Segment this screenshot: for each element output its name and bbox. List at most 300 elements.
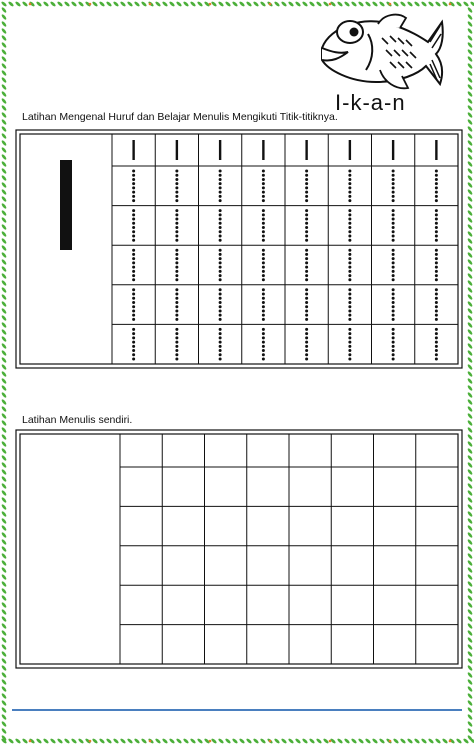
trace-dot	[392, 182, 395, 185]
trace-dot	[219, 274, 222, 277]
trace-dot	[219, 293, 222, 296]
trace-dot	[219, 222, 222, 225]
trace-dot	[262, 314, 265, 317]
trace-dot	[435, 353, 438, 356]
trace-dot	[348, 301, 351, 304]
trace-dot	[175, 309, 178, 312]
trace-dot	[435, 213, 438, 216]
trace-dot	[435, 345, 438, 348]
trace-dot	[305, 249, 308, 252]
trace-dot	[435, 257, 438, 260]
trace-dot	[305, 199, 308, 202]
trace-dot	[175, 266, 178, 269]
trace-dot	[305, 318, 308, 321]
trace-dot	[262, 297, 265, 300]
trace-dot	[348, 266, 351, 269]
trace-dot	[305, 349, 308, 352]
trace-dot	[219, 341, 222, 344]
trace-dot	[305, 278, 308, 281]
trace-dot	[392, 218, 395, 221]
trace-dot	[392, 174, 395, 177]
trace-dot	[392, 293, 395, 296]
trace-dot	[132, 301, 135, 304]
trace-dot	[435, 199, 438, 202]
trace-dot	[132, 230, 135, 233]
free-grid-outer	[16, 430, 462, 668]
trace-dot	[305, 174, 308, 177]
trace-dot	[262, 336, 265, 339]
trace-dot	[219, 318, 222, 321]
trace-dot	[219, 249, 222, 252]
trace-dot	[175, 332, 178, 335]
trace-dot	[175, 174, 178, 177]
trace-dot	[175, 336, 178, 339]
trace-dot	[392, 253, 395, 256]
trace-dot	[348, 353, 351, 356]
model-stroke	[132, 140, 134, 160]
trace-dot	[175, 234, 178, 237]
trace-dot	[132, 336, 135, 339]
trace-dot	[219, 230, 222, 233]
free-grid-inner	[20, 434, 458, 664]
trace-dot	[348, 182, 351, 185]
trace-dot	[219, 301, 222, 304]
trace-dot	[132, 239, 135, 242]
trace-dot	[132, 332, 135, 335]
trace-dot	[392, 222, 395, 225]
trace-dot	[132, 170, 135, 173]
trace-dot	[219, 266, 222, 269]
trace-dot	[175, 345, 178, 348]
trace-dot	[132, 195, 135, 198]
trace-dot	[219, 309, 222, 312]
free-writing-instruction: Latihan Menulis sendiri.	[22, 414, 133, 426]
trace-dot	[262, 186, 265, 189]
trace-dot	[305, 270, 308, 273]
trace-dot	[392, 345, 395, 348]
trace-dot	[305, 253, 308, 256]
trace-dot	[262, 182, 265, 185]
trace-dot	[219, 314, 222, 317]
trace-dot	[262, 266, 265, 269]
bottom-rule	[12, 709, 462, 711]
trace-dot	[132, 358, 135, 361]
trace-dot	[262, 213, 265, 216]
trace-dot	[348, 199, 351, 202]
trace-dot	[132, 274, 135, 277]
trace-dot	[392, 266, 395, 269]
trace-dot	[435, 328, 438, 331]
trace-dot	[435, 314, 438, 317]
trace-dot	[132, 309, 135, 312]
trace-dot	[175, 358, 178, 361]
trace-dot	[132, 186, 135, 189]
trace-dot	[435, 270, 438, 273]
trace-dot	[262, 358, 265, 361]
trace-dot	[435, 332, 438, 335]
trace-dot	[305, 191, 308, 194]
trace-dot	[435, 266, 438, 269]
model-stroke	[176, 140, 178, 160]
trace-dot	[348, 261, 351, 264]
trace-dot	[435, 261, 438, 264]
trace-dot	[175, 305, 178, 308]
trace-dot	[435, 249, 438, 252]
trace-dot	[305, 186, 308, 189]
trace-dot	[348, 341, 351, 344]
trace-dot	[262, 218, 265, 221]
trace-dot	[305, 178, 308, 181]
trace-dot	[175, 270, 178, 273]
trace-dot	[348, 274, 351, 277]
trace-dot	[305, 358, 308, 361]
trace-dot	[175, 288, 178, 291]
trace-dot	[435, 186, 438, 189]
trace-dot	[392, 191, 395, 194]
trace-dot	[132, 213, 135, 216]
trace-dot	[348, 305, 351, 308]
trace-dot	[392, 257, 395, 260]
trace-dot	[348, 349, 351, 352]
trace-dot	[262, 191, 265, 194]
trace-dot	[435, 336, 438, 339]
trace-dot	[175, 191, 178, 194]
trace-dot	[262, 195, 265, 198]
trace-dot	[392, 170, 395, 173]
trace-dot	[392, 314, 395, 317]
trace-dot	[219, 297, 222, 300]
trace-dot	[305, 274, 308, 277]
trace-dot	[132, 297, 135, 300]
trace-dot	[132, 178, 135, 181]
trace-dot	[348, 314, 351, 317]
trace-dot	[132, 199, 135, 202]
trace-dot	[132, 318, 135, 321]
trace-dot	[392, 358, 395, 361]
trace-dot	[435, 226, 438, 229]
trace-dot	[348, 186, 351, 189]
trace-dot	[175, 186, 178, 189]
trace-dot	[262, 209, 265, 212]
trace-dot	[392, 301, 395, 304]
word-label: I-k-a-n	[335, 90, 406, 115]
trace-dot	[305, 293, 308, 296]
trace-dot	[435, 293, 438, 296]
trace-dot	[262, 301, 265, 304]
trace-dot	[175, 195, 178, 198]
trace-dot	[219, 358, 222, 361]
trace-dot	[262, 353, 265, 356]
trace-dot	[262, 332, 265, 335]
trace-dot	[262, 328, 265, 331]
trace-dot	[392, 178, 395, 181]
trace-dot	[305, 297, 308, 300]
trace-dot	[219, 178, 222, 181]
trace-dot	[348, 278, 351, 281]
trace-dot	[262, 230, 265, 233]
trace-dot	[175, 349, 178, 352]
trace-dot	[219, 186, 222, 189]
trace-dot	[348, 297, 351, 300]
trace-dot	[348, 293, 351, 296]
trace-dot	[132, 234, 135, 237]
trace-dot	[262, 174, 265, 177]
trace-dot	[132, 191, 135, 194]
trace-dot	[392, 297, 395, 300]
trace-dot	[392, 274, 395, 277]
trace-dot	[435, 191, 438, 194]
trace-dot	[219, 270, 222, 273]
trace-dot	[175, 257, 178, 260]
trace-dot	[305, 305, 308, 308]
trace-dot	[348, 332, 351, 335]
trace-dot	[305, 336, 308, 339]
trace-dot	[305, 261, 308, 264]
trace-dot	[392, 209, 395, 212]
trace-dot	[305, 222, 308, 225]
trace-dot	[262, 249, 265, 252]
trace-dot	[305, 288, 308, 291]
trace-dot	[175, 253, 178, 256]
trace-dot	[435, 278, 438, 281]
trace-dot	[348, 174, 351, 177]
trace-dot	[262, 270, 265, 273]
trace-dot	[435, 341, 438, 344]
trace-dot	[132, 341, 135, 344]
trace-dot	[219, 199, 222, 202]
trace-dot	[435, 239, 438, 242]
model-stroke	[262, 140, 264, 160]
trace-dot	[175, 249, 178, 252]
trace-dot	[219, 305, 222, 308]
trace-dot	[219, 353, 222, 356]
trace-dot	[392, 288, 395, 291]
trace-dot	[305, 328, 308, 331]
trace-dot	[175, 239, 178, 242]
trace-dot	[348, 328, 351, 331]
trace-dot	[435, 274, 438, 277]
trace-dot	[435, 230, 438, 233]
trace-dot	[175, 209, 178, 212]
trace-dot	[305, 170, 308, 173]
trace-dot	[392, 226, 395, 229]
trace-dot	[132, 345, 135, 348]
trace-dot	[132, 174, 135, 177]
trace-dot	[175, 213, 178, 216]
trace-dot	[175, 278, 178, 281]
model-stroke	[219, 140, 221, 160]
trace-dot	[392, 261, 395, 264]
trace-dot	[305, 213, 308, 216]
trace-dot	[305, 182, 308, 185]
trace-dot	[435, 288, 438, 291]
trace-dot	[348, 309, 351, 312]
trace-dot	[219, 288, 222, 291]
trace-dot	[262, 278, 265, 281]
trace-dot	[132, 288, 135, 291]
trace-dot	[392, 305, 395, 308]
trace-dot	[392, 249, 395, 252]
trace-dot	[175, 178, 178, 181]
trace-dot	[132, 266, 135, 269]
trace-dot	[175, 226, 178, 229]
trace-dot	[175, 341, 178, 344]
trace-dot	[435, 178, 438, 181]
trace-dot	[435, 170, 438, 173]
trace-dot	[175, 314, 178, 317]
trace-dot	[175, 293, 178, 296]
trace-dot	[219, 209, 222, 212]
trace-dot	[219, 213, 222, 216]
trace-dot	[305, 230, 308, 233]
trace-dot	[435, 305, 438, 308]
trace-dot	[305, 345, 308, 348]
trace-dot	[219, 336, 222, 339]
trace-dot	[392, 186, 395, 189]
trace-dot	[305, 226, 308, 229]
trace-dot	[348, 213, 351, 216]
trace-dot	[132, 328, 135, 331]
trace-dot	[262, 253, 265, 256]
trace-dot	[132, 305, 135, 308]
trace-dot	[219, 257, 222, 260]
trace-dot	[435, 301, 438, 304]
trace-dot	[262, 305, 265, 308]
trace-dot	[435, 182, 438, 185]
trace-dot	[392, 270, 395, 273]
trace-dot	[348, 239, 351, 242]
trace-dot	[219, 234, 222, 237]
trace-dot	[262, 199, 265, 202]
trace-dot	[392, 318, 395, 321]
trace-dot	[392, 349, 395, 352]
trace-dot	[219, 195, 222, 198]
trace-dot	[175, 182, 178, 185]
trace-dot	[132, 353, 135, 356]
trace-dot	[435, 358, 438, 361]
trace-dot	[262, 274, 265, 277]
trace-dot	[132, 314, 135, 317]
trace-dot	[262, 257, 265, 260]
trace-dot	[392, 341, 395, 344]
model-stroke	[392, 140, 394, 160]
model-letter-i	[60, 160, 72, 250]
trace-dot	[305, 314, 308, 317]
trace-dot	[392, 239, 395, 242]
trace-dot	[262, 349, 265, 352]
trace-dot	[435, 253, 438, 256]
trace-dot	[305, 209, 308, 212]
trace-dot	[392, 332, 395, 335]
trace-dot	[392, 234, 395, 237]
trace-dot	[348, 249, 351, 252]
trace-dot	[348, 288, 351, 291]
trace-dot	[348, 345, 351, 348]
tracing-instruction: Latihan Mengenal Huruf dan Belajar Menulis Mengikuti Titik-titiknya.	[22, 111, 338, 123]
trace-dot	[262, 341, 265, 344]
trace-dot	[262, 222, 265, 225]
trace-dot	[305, 218, 308, 221]
trace-dot	[435, 234, 438, 237]
trace-dot	[262, 288, 265, 291]
trace-dot	[305, 266, 308, 269]
trace-dot	[262, 261, 265, 264]
trace-dot	[262, 293, 265, 296]
trace-dot	[348, 209, 351, 212]
trace-dot	[132, 222, 135, 225]
trace-dot	[219, 349, 222, 352]
trace-dot	[392, 353, 395, 356]
trace-dot	[132, 226, 135, 229]
trace-dot	[262, 309, 265, 312]
trace-dot	[348, 234, 351, 237]
trace-dot	[262, 239, 265, 242]
trace-dot	[175, 230, 178, 233]
trace-dot	[305, 353, 308, 356]
trace-dot	[348, 170, 351, 173]
trace-dot	[175, 218, 178, 221]
trace-dot	[219, 182, 222, 185]
trace-dot	[348, 218, 351, 221]
trace-dot	[305, 195, 308, 198]
trace-dot	[132, 293, 135, 296]
trace-dot	[435, 209, 438, 212]
trace-dot	[132, 209, 135, 212]
model-stroke	[435, 140, 437, 160]
trace-dot	[348, 336, 351, 339]
trace-dot	[348, 178, 351, 181]
trace-dot	[392, 278, 395, 281]
trace-dot	[132, 261, 135, 264]
trace-dot	[348, 195, 351, 198]
trace-dot	[175, 170, 178, 173]
trace-dot	[262, 170, 265, 173]
trace-dot	[392, 328, 395, 331]
trace-dot	[348, 191, 351, 194]
trace-dot	[219, 191, 222, 194]
trace-dot	[219, 261, 222, 264]
trace-dot	[132, 270, 135, 273]
trace-dot	[175, 353, 178, 356]
trace-dot	[348, 270, 351, 273]
trace-dot	[305, 332, 308, 335]
trace-dot	[175, 261, 178, 264]
trace-dot	[348, 226, 351, 229]
trace-dot	[219, 278, 222, 281]
trace-dot	[219, 345, 222, 348]
trace-dot	[175, 301, 178, 304]
trace-dot	[262, 345, 265, 348]
trace-dot	[392, 230, 395, 233]
trace-dot	[435, 297, 438, 300]
trace-dot	[305, 301, 308, 304]
trace-dot	[132, 257, 135, 260]
trace-dot	[132, 253, 135, 256]
trace-dot	[262, 226, 265, 229]
trace-dot	[305, 341, 308, 344]
trace-dot	[219, 332, 222, 335]
trace-dot	[392, 213, 395, 216]
trace-dot	[435, 309, 438, 312]
trace-dot	[348, 253, 351, 256]
trace-dot	[175, 274, 178, 277]
trace-dot	[348, 257, 351, 260]
trace-dot	[348, 358, 351, 361]
trace-dot	[262, 178, 265, 181]
trace-dot	[262, 318, 265, 321]
trace-dot	[219, 328, 222, 331]
trace-dot	[435, 174, 438, 177]
